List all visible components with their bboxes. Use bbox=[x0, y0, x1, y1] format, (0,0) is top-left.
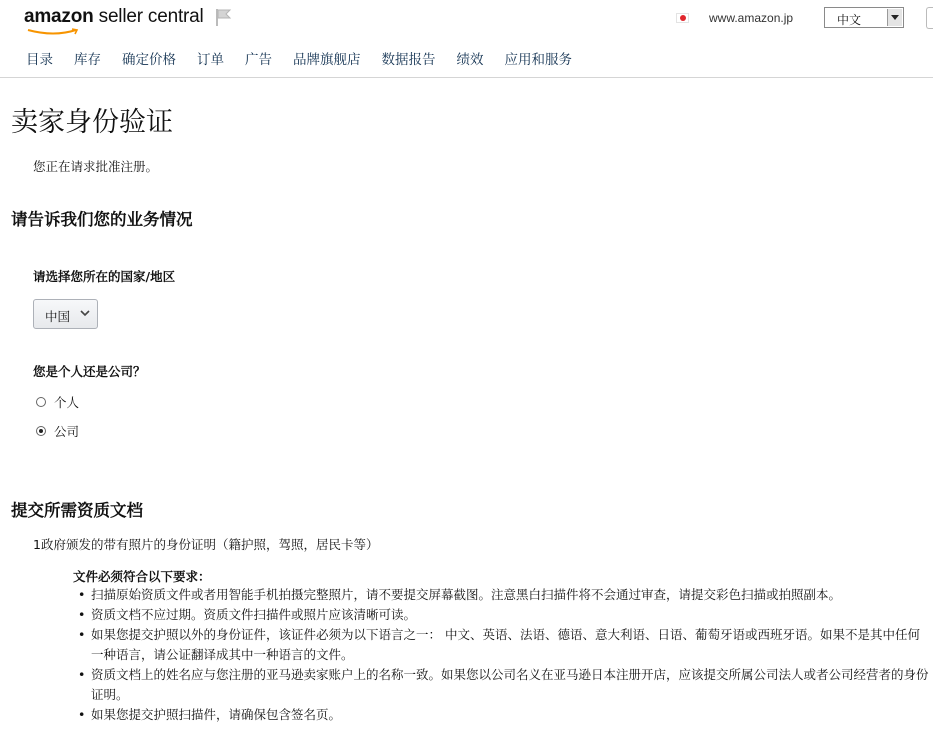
logo-brand-text: amazon bbox=[24, 6, 94, 27]
list-item: • 扫描原始资质文件或者用智能手机拍摄完整照片，请不要提交屏幕截图。注意黑白扫描件将不会通过审查，请提交彩色扫描或拍照副本。 bbox=[78, 585, 930, 605]
page-title: 卖家身份验证 bbox=[11, 107, 173, 138]
amazon-smile-icon bbox=[26, 28, 82, 36]
nav-item-catalog[interactable]: 目录 bbox=[26, 52, 53, 68]
list-item: • 如果您提交护照以外的身份证件，该证件必须为以下语言之一： 中文、英语、法语、德语、意大利语、日语、葡萄牙语或西班牙语。如果不是其中任何一种语言，请公证翻译成其中一种语言的文件。 bbox=[78, 625, 930, 665]
nav-item-orders[interactable]: 订单 bbox=[197, 52, 224, 68]
requirements-title: 文件必须符合以下要求： bbox=[73, 569, 211, 584]
flag-icon[interactable] bbox=[213, 7, 233, 27]
language-value: 中文 bbox=[837, 13, 862, 27]
japan-flag-icon bbox=[676, 13, 689, 23]
document-item-1: 1政府颁发的带有照片的身份证明（籍护照，驾照，居民卡等） bbox=[33, 537, 379, 552]
seller-central-logo[interactable] bbox=[24, 6, 204, 28]
radio-label-individual: 个人 bbox=[54, 395, 80, 410]
entity-type-label: 您是个人还是公司？ bbox=[33, 364, 146, 379]
business-section-heading: 请告诉我们您的业务情况 bbox=[11, 210, 193, 229]
country-label: 请选择您所在的国家/地区 bbox=[33, 269, 176, 284]
requirements-list bbox=[78, 585, 930, 725]
list-item: • 资质文档上的姓名应与您注册的亚马逊卖家账户上的名称一致。如果您以公司名义在亚马逊日本注册开店，应该提交所属公司法人或者公司经营者的身份证明。 bbox=[78, 665, 930, 705]
list-item: • 如果您提交护照扫描件，请确保包含签名页。 bbox=[78, 705, 930, 725]
registration-status-text: 您正在请求批准注册。 bbox=[33, 159, 159, 174]
radio-label-company: 公司 bbox=[54, 424, 80, 439]
dropdown-arrow-icon bbox=[887, 9, 902, 26]
nav-item-reports[interactable]: 数据报告 bbox=[381, 52, 436, 68]
documents-section-heading: 提交所需资质文档 bbox=[11, 501, 143, 520]
language-select[interactable] bbox=[824, 7, 904, 28]
nav-item-inventory[interactable]: 库存 bbox=[74, 52, 101, 68]
logo-product-text: seller central bbox=[98, 6, 204, 27]
chevron-down-icon bbox=[80, 309, 90, 317]
nav-item-apps-services[interactable]: 应用和服务 bbox=[504, 52, 572, 68]
list-item: • 资质文档不应过期。资质文件扫描件或照片应该清晰可读。 bbox=[78, 605, 930, 625]
search-box-edge[interactable] bbox=[926, 7, 933, 29]
radio-button-company[interactable] bbox=[36, 426, 46, 436]
country-value: 中国 bbox=[45, 309, 71, 324]
country-dropdown[interactable] bbox=[33, 299, 98, 329]
marketplace-link[interactable]: www.amazon.jp bbox=[709, 11, 794, 25]
radio-button-individual[interactable] bbox=[36, 397, 46, 407]
radio-option-company[interactable] bbox=[36, 422, 79, 440]
radio-option-individual[interactable] bbox=[36, 393, 79, 411]
nav-item-stores[interactable]: 品牌旗舰店 bbox=[293, 52, 361, 68]
nav-item-advertising[interactable]: 广告 bbox=[245, 52, 272, 68]
main-nav bbox=[26, 48, 593, 68]
top-header bbox=[0, 0, 933, 78]
nav-item-pricing[interactable]: 确定价格 bbox=[122, 52, 176, 68]
nav-item-performance[interactable]: 绩效 bbox=[456, 52, 484, 68]
